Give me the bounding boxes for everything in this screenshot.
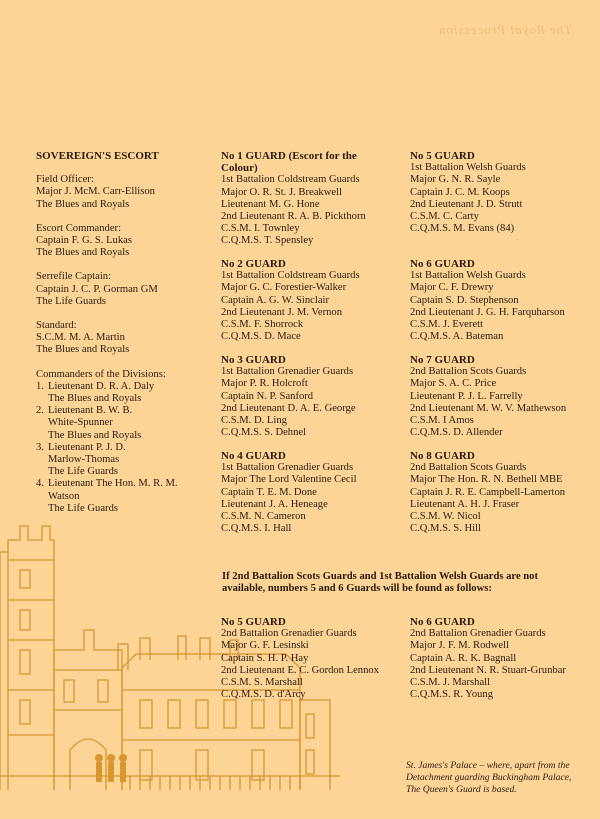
guard-member: Captain J. C. M. Koops [410, 186, 510, 198]
list-number: 1. [36, 380, 44, 392]
guard-member: 2nd Lieutenant D. A. E. George [221, 402, 356, 414]
commander-name: Lieutenant D. R. A. Daly [48, 380, 155, 392]
guard-member: Captain J. R. E. Campbell-Lamerton [410, 486, 566, 498]
guard-2-section [221, 258, 403, 343]
list-item [36, 381, 216, 405]
commanders-list [36, 381, 216, 515]
commander-name-cont: Marlow-Thomas [48, 454, 120, 466]
guard-member: C.Q.M.S. A. Bateman [410, 331, 504, 343]
escort-commander-label: Escort Commander: [36, 222, 122, 234]
list-item [36, 405, 216, 442]
guard-member: C.S.M. I Amos [410, 415, 474, 427]
guard-member: Major G. F. Lesinski [221, 640, 309, 652]
guard-title: No 7 GUARD [410, 354, 475, 366]
standard-name: S.C.M. M. A. Martin [36, 332, 125, 344]
guard-5-section [410, 150, 590, 235]
guard-member: Major P. R. Holcroft [221, 378, 308, 390]
list-number: 4. [36, 478, 44, 490]
guard-4-section [221, 450, 403, 535]
guard-member: 2nd Lieutenant M. W. V. Mathewson [410, 402, 567, 414]
guard-7-section [410, 354, 590, 439]
guard-member: 1st Battalion Coldstream Guards [221, 174, 360, 186]
guard-member: 1st Battalion Welsh Guards [410, 270, 526, 282]
guard-member: Captain N. P. Sanford [221, 390, 314, 402]
guard-title: No 3 GUARD [221, 354, 286, 366]
standard-label: Standard: [36, 320, 77, 332]
guard-member: 1st Battalion Welsh Guards [410, 162, 526, 174]
escort-commander-regiment: The Blues and Royals [36, 247, 130, 259]
guard-title: No 4 GUARD [221, 450, 286, 462]
guard-member: Captain A. R. K. Bagnall [410, 652, 517, 664]
field-officer-regiment: The Blues and Royals [36, 198, 130, 210]
guard-title: No 1 GUARD (Escort for the [221, 150, 357, 162]
guard-member: 1st Battalion Grenadier Guards [221, 366, 354, 378]
guard-member: C.S.M. D. Ling [221, 415, 287, 427]
guard-member: 2nd Lieutenant J. M. Vernon [221, 306, 343, 318]
commander-name: Lieutenant B. W. B. [48, 405, 133, 417]
commander-regiment: The Blues and Royals [48, 429, 142, 441]
guard-member: C.Q.M.S. D. Allender [410, 427, 503, 439]
list-number: 3. [36, 441, 44, 453]
guard-title: No 6 GUARD [410, 258, 475, 270]
guard-member: Major C. F. Drewry [410, 282, 494, 294]
guard-member: 2nd Lieutenant J. G. H. Farquharson [410, 306, 565, 318]
guard-member: 2nd Lieutenant N. R. Stuart-Grunbar [410, 664, 566, 676]
guard-member: Major The Lord Valentine Cecil [221, 474, 357, 486]
guard-member: Lieutenant P. J. L. Farrelly [410, 390, 523, 402]
guard-member: 2nd Lieutenant J. D. Strutt [410, 198, 523, 210]
standard-regiment: The Blues and Royals [36, 344, 130, 356]
guard-member: Captain S. H. P. Hay [221, 652, 309, 664]
guard-member: C.Q.M.S. M. Evans (84) [410, 223, 515, 235]
guard-member: C.S.M. J. Everett [410, 319, 483, 331]
alt-guard-5-section [221, 616, 403, 701]
guard-8-section [410, 450, 590, 535]
list-item [36, 478, 216, 515]
guard-member: C.Q.M.S. S. Hill [410, 523, 481, 535]
guard-6-section [410, 258, 590, 343]
guard-member: Lieutenant M. G. Hone [221, 198, 320, 210]
guard-member: Captain A. G. W. Sinclair [221, 294, 329, 306]
guard-member: Lieutenant J. A. Heneage [221, 498, 328, 510]
serrefile-regiment: The Life Guards [36, 295, 107, 307]
guard-member: 1st Battalion Coldstream Guards [221, 270, 360, 282]
guard-member: C.Q.M.S. T. Spensley [221, 235, 314, 247]
serrefile-label: Serrefile Captain: [36, 271, 112, 283]
guard-3-section [221, 354, 403, 439]
guard-title: No 6 GUARD [410, 616, 475, 628]
list-number: 2. [36, 405, 44, 417]
alt-guard-6-section [410, 616, 590, 701]
guard-1-section [221, 150, 403, 248]
guard-member: C.Q.M.S. D. Mace [221, 331, 301, 343]
guard-member: Major S. A. C. Price [410, 378, 497, 390]
sovereigns-escort-section [36, 150, 216, 515]
commander-name: Lieutenant P. J. D. [48, 441, 126, 453]
guard-member: Lieutenant A. H. J. Fraser [410, 498, 520, 510]
guard-member: 2nd Battalion Grenadier Guards [410, 628, 546, 640]
guard-member: Captain S. D. Stephenson [410, 294, 519, 306]
guard-member: C.Q.M.S. S. Dehnel [221, 427, 307, 439]
commander-regiment: The Life Guards [48, 466, 119, 478]
guard-title: Colour) [221, 162, 258, 175]
commander-name-cont: Watson [48, 490, 80, 502]
illustration-caption: St. James's Palace – where, apart from the Detachment guarding Buckingham Palace, The Queen's Guard is based. [406, 760, 572, 795]
guard-member: 2nd Lieutenant R. A. B. Pickthorn [221, 211, 366, 223]
serrefile-name: Captain J. C. P. Gorman GM [36, 283, 158, 295]
guard-member: Captain T. E. M. Done [221, 486, 317, 498]
field-officer-name: Major J. McM. Carr-Ellison [36, 186, 155, 198]
guard-member: 1st Battalion Grenadier Guards [221, 462, 354, 474]
escort-commander-name: Captain F. G. S. Lukas [36, 235, 132, 247]
guard-member: C.S.M. F. Shorrock [221, 319, 304, 331]
commander-regiment: The Blues and Royals [48, 393, 142, 405]
guard-member: C.Q.M.S. R. Young [410, 689, 494, 701]
guard-member: C.S.M. S. Marshall [221, 677, 303, 689]
guard-member: C.Q.M.S. I. Hall [221, 523, 292, 535]
alternative-guards-note: If 2nd Battalion Scots Guards and 1st Battalion Welsh Guards are not available, numbers 5 and 6 Guards will be found as follows: [222, 571, 539, 595]
guard-member: C.S.M. J. Marshall [410, 677, 491, 689]
commander-name-cont: White-Spunner [48, 417, 113, 429]
guard-member: Major G. C. Forestier-Walker [221, 282, 347, 294]
commander-name: Lieutenant The Hon. M. R. M. [48, 478, 178, 490]
guard-member: C.Q.M.S. D. d'Arcy [221, 689, 306, 701]
guard-member: 2nd Battalion Grenadier Guards [221, 628, 357, 640]
guard-member: Major G. N. R. Sayle [410, 174, 501, 186]
guard-member: 2nd Battalion Scots Guards [410, 462, 527, 474]
guard-member: Major The Hon. R. N. Bethell MBE [410, 474, 563, 486]
guard-member: C.S.M. I. Townley [221, 223, 300, 235]
commander-regiment: The Life Guards [48, 502, 119, 514]
guard-title: No 2 GUARD [221, 258, 286, 270]
commanders-label: Commanders of the Divisions: [36, 368, 166, 380]
guard-title: No 5 GUARD [221, 616, 286, 628]
list-item [36, 442, 216, 479]
escort-title: SOVEREIGN'S ESCORT [36, 150, 159, 162]
guard-title: No 5 GUARD [410, 150, 475, 162]
field-officer-label: Field Officer: [36, 174, 94, 186]
guard-title: No 8 GUARD [410, 450, 475, 462]
guard-member: 2nd Battalion Scots Guards [410, 366, 527, 378]
guard-member: Major O. R. St. J. Breakwell [221, 186, 342, 198]
watermark-text: The Royal Procession [438, 22, 572, 37]
guard-member: C.S.M. W. Nicol [410, 511, 481, 523]
guard-member: 2nd Lieutenant E. C. Gordon Lennox [221, 664, 379, 676]
guard-member: C.S.M. N. Cameron [221, 511, 306, 523]
guard-member: C.S.M. C. Carty [410, 211, 479, 223]
guard-member: Major J. F. M. Rodwell [410, 640, 509, 652]
